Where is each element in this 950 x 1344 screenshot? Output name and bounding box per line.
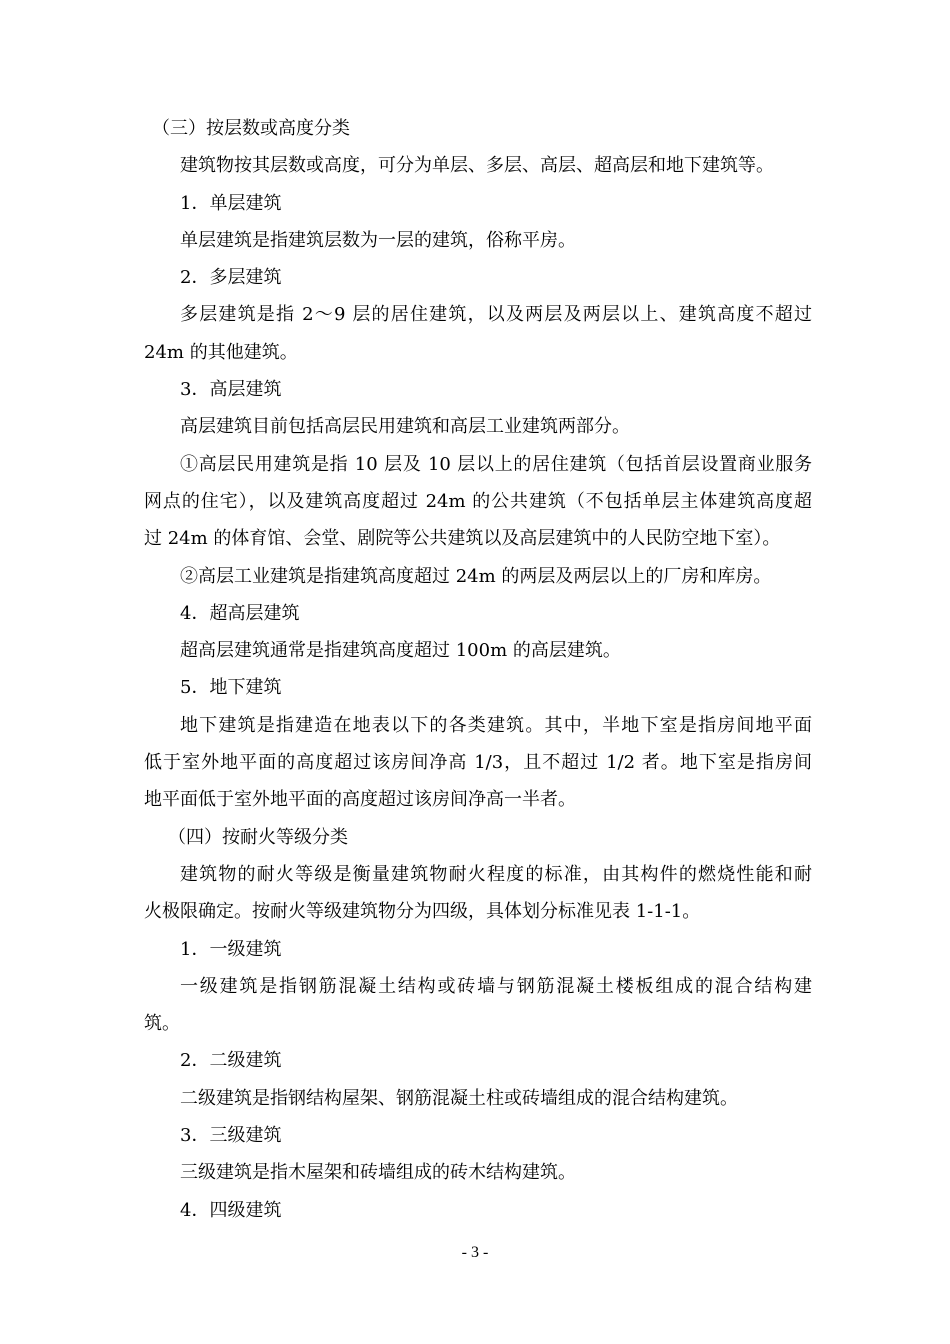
subheading: 2．二级建筑 [180,1050,282,1072]
paragraph-line: 二级建筑是指钢结构屋架、钢筋混凝土柱或砖墙组成的混合结构建筑。 [180,1087,738,1109]
paragraph-line: 24m 的其他建筑。 [144,341,298,363]
paragraph-line: 高层建筑目前包括高层民用建筑和高层工业建筑两部分。 [180,416,630,438]
paragraph-line: 建筑物按其层数或高度，可分为单层、多层、高层、超高层和地下建筑等。 [180,155,774,177]
subheading: 3．高层建筑 [180,379,282,401]
subheading: 1．单层建筑 [180,192,282,214]
section-heading: （四）按耐火等级分类 [168,826,348,848]
paragraph-line: 地下建筑是指建造在地表以下的各类建筑。其中，半地下室是指房间地平面 [180,714,812,736]
paragraph-line: 一级建筑是指钢筋混凝土结构或砖墙与钢筋混凝土楼板组成的混合结构建 [180,975,812,997]
paragraph-line: 建筑物的耐火等级是衡量建筑物耐火程度的标准，由其构件的燃烧性能和耐 [180,863,812,885]
document-body [144,110,812,1229]
paragraph-line: ②高层工业建筑是指建筑高度超过 24m 的两层及两层以上的厂房和库房。 [180,565,772,587]
paragraph-line: 过 24m 的体育馆、会堂、剧院等公共建筑以及高层建筑中的人民防空地下室）。 [144,528,781,550]
subheading: 4．四级建筑 [180,1199,282,1221]
subheading: 2．多层建筑 [180,267,282,289]
paragraph-line: 筑。 [144,1013,180,1035]
section-heading: （三）按层数或高度分类 [152,118,350,139]
paragraph-line: ①高层民用建筑是指 10 层及 10 层以上的居住建筑（包括首层设置商业服务 [180,453,812,475]
paragraph-line: 火极限确定。按耐火等级建筑物分为四级，具体划分标准见表 1-1-1。 [144,901,701,923]
page-number: - 3 - [461,1244,489,1261]
paragraph-line: 多层建筑是指 2～9 层的居住建筑，以及两层及两层以上、建筑高度不超过 [180,304,812,326]
paragraph-line: 超高层建筑通常是指建筑高度超过 100m 的高层建筑。 [180,640,621,662]
paragraph-line: 网点的住宅），以及建筑高度超过 24m 的公共建筑（不包括单层主体建筑高度超 [144,490,812,512]
paragraph-line: 单层建筑是指建筑层数为一层的建筑，俗称平房。 [180,229,576,251]
subheading: 3．三级建筑 [180,1125,282,1147]
subheading: 4．超高层建筑 [180,602,300,624]
paragraph-line: 三级建筑是指木屋架和砖墙组成的砖木结构建筑。 [180,1162,576,1184]
subheading: 5．地下建筑 [180,677,282,699]
paragraph-line: 地平面低于室外地平面的高度超过该房间净高一半者。 [144,789,576,811]
paragraph-line: 低于室外地平面的高度超过该房间净高 1/3，且不超过 1/2 者。地下室是指房间 [144,752,812,774]
subheading: 1．一级建筑 [180,938,282,960]
